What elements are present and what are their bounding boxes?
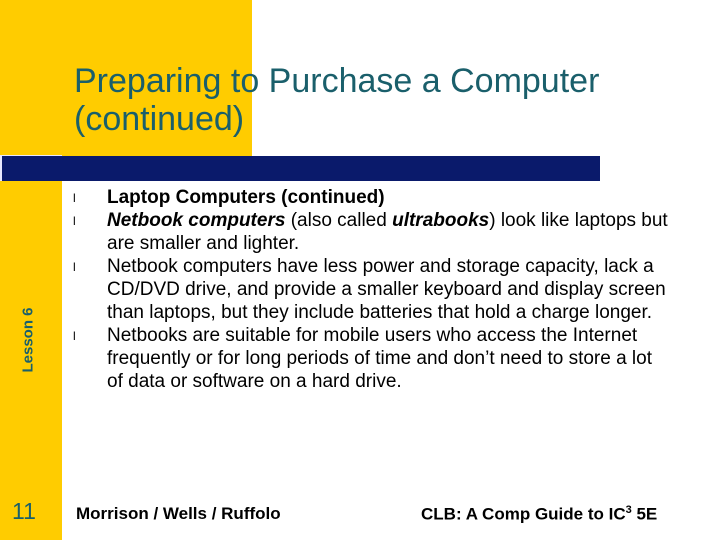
bullet-item [72, 324, 672, 393]
bullet-text: Netbook computers have less power and storage capacity, lack a CD/DVD drive, and provide a smaller keyboard and display screen than laptops, but they include batteries that hold a charge longer. [107, 256, 666, 323]
bullet-list [72, 186, 672, 393]
bullet-text: Laptop Computers (continued) [107, 187, 385, 208]
bullet-item [72, 186, 672, 209]
bullet-text: ) look like laptops but are smaller and lighter. [107, 210, 668, 254]
bullet-text: (also called [285, 210, 393, 231]
footer-book-title-main: CLB: A Comp Guide to IC [421, 504, 626, 524]
slide-title [74, 62, 694, 138]
term-netbook: Netbook computers [107, 210, 286, 231]
bullet-item [72, 255, 672, 324]
term-ultrabook: ultrabooks [392, 210, 490, 231]
title-rule [2, 156, 600, 181]
bullet-marker: l [73, 260, 76, 274]
left-accent-bar [0, 0, 62, 540]
page-number: 11 [12, 498, 36, 524]
bullet-marker: l [73, 214, 76, 228]
slide-title-line1: Preparing to Purchase a Computer [74, 62, 600, 100]
footer-book-title-tail: 5E [631, 504, 658, 524]
bullet-marker: l [73, 191, 76, 205]
bullet-item [72, 209, 672, 255]
footer-book-title-sup: 3 [625, 504, 632, 516]
footer-authors: Morrison / Wells / Ruffolo [76, 504, 281, 523]
slide-title-line2: (continued) [74, 100, 245, 138]
lesson-label: Lesson 6 [19, 307, 37, 373]
bullet-marker: l [73, 329, 76, 343]
footer-book-title [421, 504, 657, 525]
bullet-text: Netbooks are suitable for mobile users who access the Internet frequently or for long periods of time and don’t need to store a lot of data or software on a hard drive. [107, 325, 652, 392]
